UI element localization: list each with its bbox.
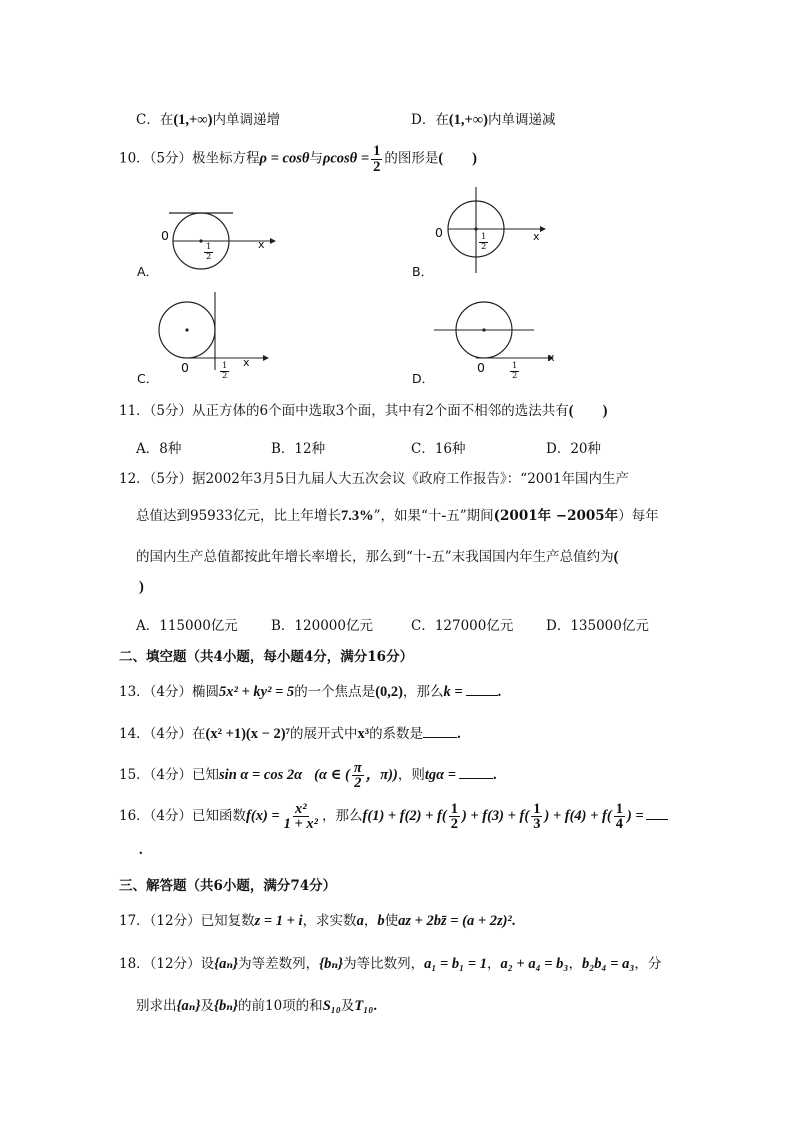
q17-stem [119, 909, 515, 930]
q10-eq2: ρcosθ = [322, 150, 370, 167]
q16-quarter-num: 1 [615, 800, 623, 817]
q16-stem [119, 798, 668, 834]
q9-option-d-math: (1,+∞) [448, 112, 488, 128]
q10-stem [119, 144, 477, 174]
q10-option-d-label[interactable]: D． [412, 371, 435, 386]
q10-frac-den: 2 [373, 158, 381, 175]
q18-seq-a: {aₙ} [214, 956, 239, 972]
fig-c-center [185, 328, 188, 331]
q11-answer-paren: ( ) [568, 403, 608, 419]
fig-b-half-den: 2 [481, 241, 487, 252]
q16-fx-fraction [282, 802, 320, 832]
q14-answer-blank[interactable] [423, 727, 457, 738]
q18-head: 18．（12分）设 [119, 956, 215, 972]
q18-end: . [373, 998, 377, 1014]
q14-stem [119, 722, 461, 743]
q10-head: 10．（5分）极坐标方程 [119, 150, 260, 167]
q16-half [449, 802, 460, 832]
q18-c2: ， [568, 956, 582, 972]
q9-option-c-text: 内单调递增 [212, 112, 280, 128]
q13-answer-blank[interactable] [466, 685, 498, 696]
fig-a-x-label: x [258, 238, 265, 251]
q18-seq-a-2: {aₙ} [176, 998, 201, 1014]
q18-eq3: b₂b₄ = a₃ [581, 956, 635, 972]
q14-mid: 的展开式中 [289, 726, 358, 742]
fig-d-half-num: 1 [512, 361, 518, 371]
q15-answer-blank[interactable] [459, 768, 493, 779]
q17-mid: ，求实数 [302, 913, 357, 929]
q16-sum-part-4: ) = [626, 808, 644, 824]
q12-line3-a: 的国内生产总值都按此年增长率增长，那么到“十 [136, 549, 427, 565]
fig-c-half [218, 362, 231, 380]
fig-a-arrow [270, 238, 276, 244]
q12-answer-paren-open: ( [613, 549, 619, 565]
q14-expression: (x² +1)(x − 2)⁷ [205, 726, 290, 742]
q10-tail: 的图形是 [384, 150, 439, 167]
q15-tg: tgα = [424, 767, 457, 783]
q12-line2-e: 五”期间 [446, 508, 494, 524]
q18-line-1 [119, 952, 661, 973]
q10-answer-paren: ( ) [438, 150, 478, 167]
q10-option-a-label[interactable]: A． [137, 264, 159, 279]
q16-sum-part-1: f(1) + f(2) + f( [362, 808, 447, 824]
q17-comma: ， [363, 913, 378, 929]
q10-figure-c [155, 290, 280, 370]
fig-d-x-label: x [548, 351, 555, 364]
q9-option-c-label: C．在 [136, 112, 174, 128]
q17-b: b [377, 913, 385, 929]
q12-line-1: 12．（5分）据2002年3月5日九届人大五次会议《政府工作报告》：“2001年国内生产 [119, 471, 630, 487]
fig-d-center [482, 328, 485, 331]
q16-end: . [139, 842, 143, 858]
q16-answer-blank[interactable] [646, 809, 668, 820]
q13-head: 13．（4分）椭圆 [119, 684, 220, 700]
fig-c-origin-label: 0 [181, 360, 189, 375]
q15-tail: ，则 [397, 767, 425, 783]
fig-c-half-num: 1 [222, 361, 228, 371]
q16-sum-part-3: ) + f(4) + f( [544, 808, 612, 824]
q13-tail: ，那么 [402, 684, 444, 700]
q12-option-c[interactable]: C．127000亿元 [411, 618, 514, 634]
q16-tail: ，那么 [322, 808, 363, 824]
fig-a-origin-label: 0 [161, 228, 169, 243]
fig-d-origin-label: 0 [477, 360, 485, 375]
q18-s10: S₁₀ [322, 998, 341, 1014]
q16-half-num: 1 [450, 800, 458, 817]
section-2-heading: 二、填空题（共4小题，每小题4分，满分16分） [119, 649, 414, 665]
q14-end: . [457, 726, 461, 742]
q16-third-den: 3 [533, 816, 541, 832]
q15-pi-over-2 [352, 761, 364, 791]
fig-c-half-den: 2 [222, 370, 228, 381]
q16-fx-num: x² [295, 800, 307, 817]
q13-stem [119, 680, 501, 701]
q12-line3-dash: - [426, 549, 432, 565]
q18-line-2 [136, 994, 377, 1015]
q18-l2c: 的前10项的和 [238, 998, 323, 1014]
q12-line-2 [136, 504, 659, 525]
q10-frac-num: 1 [373, 143, 381, 159]
q16-quarter-den: 4 [615, 816, 623, 832]
q12-line2-a: 总值达到95933亿元，比上年增长 [136, 508, 341, 524]
fig-c-x-label: x [243, 356, 250, 369]
q12-answer-paren-close: ) [139, 579, 144, 595]
q12-line3-c: 五”末我国国内年生产总值约为 [431, 549, 614, 565]
fig-a-half-num: 1 [206, 242, 212, 252]
q13-k: k = [443, 684, 463, 700]
q17-mid2: 使 [384, 913, 399, 929]
q18-t10: T₁₀ [354, 998, 374, 1014]
q18-l2d: 及 [340, 998, 355, 1014]
q13-point: (0,2) [375, 684, 403, 700]
q12-option-d[interactable]: D．135000亿元 [546, 618, 649, 634]
q18-t2: 为等比数列， [343, 956, 425, 972]
q17-head: 17．（12分）已知复数 [119, 913, 255, 929]
q9-option-d-text: 内单调递减 [487, 112, 556, 128]
fig-b-x-label: x [533, 230, 540, 243]
q12-option-b[interactable]: B．120000亿元 [271, 618, 373, 634]
q15-end: . [493, 767, 497, 783]
q15-condition-b: ，π)) [365, 767, 398, 783]
q11-option-b[interactable]: B．12种 [271, 441, 326, 457]
q9-option-d-label: D．在 [411, 112, 449, 128]
q10-option-c-label[interactable]: C． [137, 371, 159, 386]
q9-option-d[interactable] [411, 108, 555, 129]
q15-stem [119, 760, 497, 791]
q10-eq1: ρ = cosθ [259, 150, 310, 167]
q11-option-d[interactable]: D．20种 [546, 441, 602, 457]
fig-a-half-den: 2 [206, 251, 212, 262]
q15-condition-a: (α ∈ ( [314, 767, 350, 783]
q11-text: 11．（5分）从正方体的6个面中选取3个面，其中有2个面不相邻的选法共有 [119, 403, 569, 419]
q12-period: (2001年 −2005年 [493, 508, 619, 524]
q13-end: . [497, 684, 502, 700]
q17-end: . [511, 913, 516, 929]
q18-l2a: 别求出 [136, 998, 177, 1014]
fig-b-arrow [540, 226, 546, 232]
q18-seq-b-2: {bₙ} [214, 998, 238, 1014]
q14-tail: 的系数是 [369, 726, 424, 742]
q12-growth-rate: 7.3% [340, 508, 374, 524]
q18-c1: ， [487, 956, 501, 972]
q10-option-b-label[interactable]: B． [412, 264, 434, 279]
q16-quarter [614, 802, 625, 832]
fig-d-half [508, 362, 521, 380]
q10-fraction [371, 144, 382, 174]
fig-b-half [477, 233, 490, 251]
q16-fx-den: 1 + x² [283, 816, 319, 832]
q18-eq1: a₁ = b₁ = 1 [424, 956, 487, 972]
q12-line2-dash: - [441, 508, 447, 524]
q18-seq-b: {bₙ} [319, 956, 344, 972]
q12-option-a[interactable]: A．115000亿元 [136, 618, 238, 634]
fig-c-arrow [263, 355, 269, 361]
q18-eq2: a₂ + a₄ = b₃ [500, 956, 569, 972]
q16-sum-part-2: ) + f(3) + f( [461, 808, 530, 824]
q15-frac-den: 2 [354, 775, 362, 791]
q9-option-c[interactable] [136, 108, 280, 129]
q10-figure-d [430, 300, 560, 370]
q12-line2-c: ”，如果“十 [373, 508, 442, 524]
q16-third-num: 1 [533, 800, 541, 817]
q10-mid: 与 [309, 150, 323, 167]
q9-option-c-math: (1,+∞) [173, 112, 213, 128]
q11-option-c[interactable]: C．16种 [411, 441, 466, 457]
q18-l2b: 及 [200, 998, 214, 1014]
fig-b-origin-label: 0 [435, 225, 443, 240]
q12-line2-g: ）每年 [618, 508, 659, 524]
q15-frac-num: π [353, 759, 362, 776]
q17-equation: az + 2bz̄ = (a + 2z)² [398, 913, 512, 929]
q18-t1: 为等差数列， [238, 956, 320, 972]
fig-b-half-num: 1 [481, 232, 487, 242]
q17-a: a [356, 913, 364, 929]
fig-a-half [202, 243, 215, 261]
q13-mid: 的一个焦点是 [294, 684, 376, 700]
q15-equation: sin α = cos 2α [219, 767, 303, 783]
q13-equation: 5x² + ky² = 5 [219, 684, 295, 700]
q14-head: 14．（4分）在 [119, 726, 206, 742]
q11-stem [119, 399, 607, 420]
q11-option-a[interactable]: A．8种 [136, 441, 182, 457]
q16-half-den: 2 [450, 816, 458, 832]
fig-b-center [474, 227, 477, 230]
q14-x-cubed: x³ [357, 726, 370, 742]
q16-third [531, 802, 542, 832]
section-3-heading: 三、解答题（共6小题，满分74分） [119, 878, 337, 894]
q16-fx: f(x) = [246, 808, 280, 824]
q16-head: 16．（4分）已知函数 [119, 808, 247, 824]
q12-line-3 [136, 545, 619, 566]
q15-head: 15．（4分）已知 [119, 767, 220, 783]
q17-z: z = 1 + i [254, 913, 303, 929]
q18-t3: ，分 [634, 956, 662, 972]
fig-d-half-den: 2 [512, 370, 518, 381]
